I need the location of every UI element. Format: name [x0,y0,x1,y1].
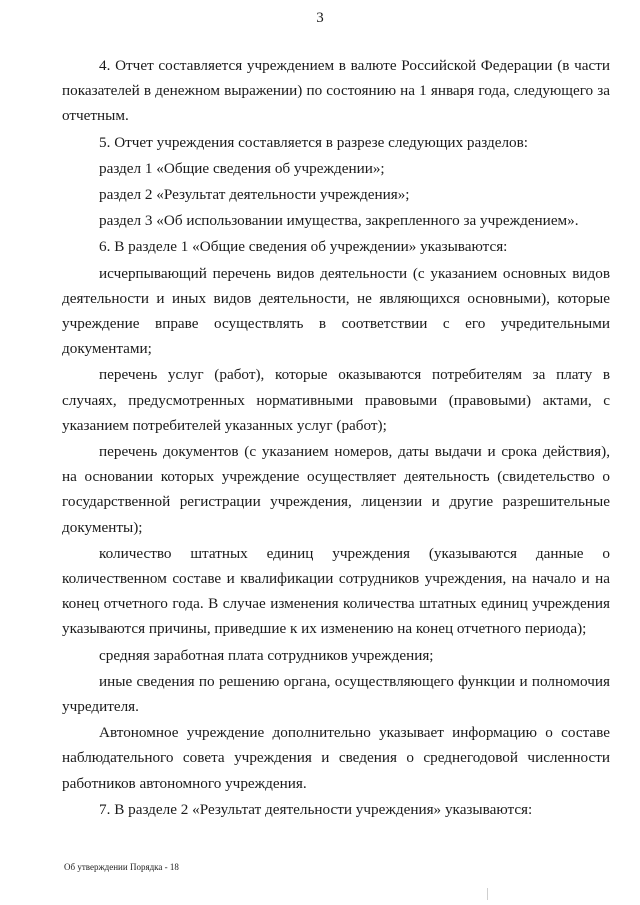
section-3-line: раздел 3 «Об использовании имущества, закрепленного за учреждением». [99,212,579,230]
paragraph-item-5: 5. Отчет учреждения составляется в разрезе следующих разделов: [99,133,529,151]
activities-list-item: исчерпывающий перечень видов деятельности (с указанием основных видов деятельности и иных видов деятельности, не являющихся основными), которые учреждение вправе осуществлять в соответствии с его учредительными документами; [62,264,610,358]
paragraph-item-6: 6. В разделе 1 «Общие сведения об учреждении» указываются: [99,238,508,256]
section-2-line: раздел 2 «Результат деятельности учреждения»; [99,186,410,204]
autonomous-institution-paragraph: Автономное учреждение дополнительно указывает информацию о составе наблюдательного совета учреждения и сведения о среднегодовой численности работников автономного учреждения. [62,724,610,792]
other-info-list-item: иные сведения по решению органа, осуществляющего функции и полномочия учредителя. [62,672,610,716]
page-number: 3 [316,10,324,26]
document-footer: Об утверждении Порядка - 18 [64,862,179,872]
services-list-item: перечень услуг (работ), которые оказываются потребителям за плату в случаях, предусмотренных нормативными правовыми (правовыми) актами, с указанием потребителей указанных услуг (работ); [62,366,610,434]
paragraph-item-4: 4. Отчет составляется учреждением в валюте Российской Федерации (в части показателей в денежном выражении) по состоянию на 1 января года, следующего за отчетным. [62,57,610,125]
documents-list-item: перечень документов (с указанием номеров, даты выдачи и срока действия), на основании которых учреждение осуществляет деятельность (свидетельство о государственной регистрации учреждения, лицензии и другие разрешительные документы); [62,443,610,536]
paragraph-item-7: 7. В разделе 2 «Результат деятельности учреждения» указываются: [99,800,533,818]
staff-count-list-item: количество штатных единиц учреждения (указываются данные о количественном составе и квалификации сотрудников учреждения, на начало и на конец отчетного года. В случае изменения количества штатных единиц учреждения указываются причины, приведшие к их изменению на конец отчетного периода); [62,544,610,638]
average-salary-list-item: средняя заработная плата сотрудников учреждения; [99,646,434,664]
document-body [62,53,610,822]
section-1-line: раздел 1 «Общие сведения об учреждении»; [99,159,385,177]
scan-mark [487,888,488,900]
